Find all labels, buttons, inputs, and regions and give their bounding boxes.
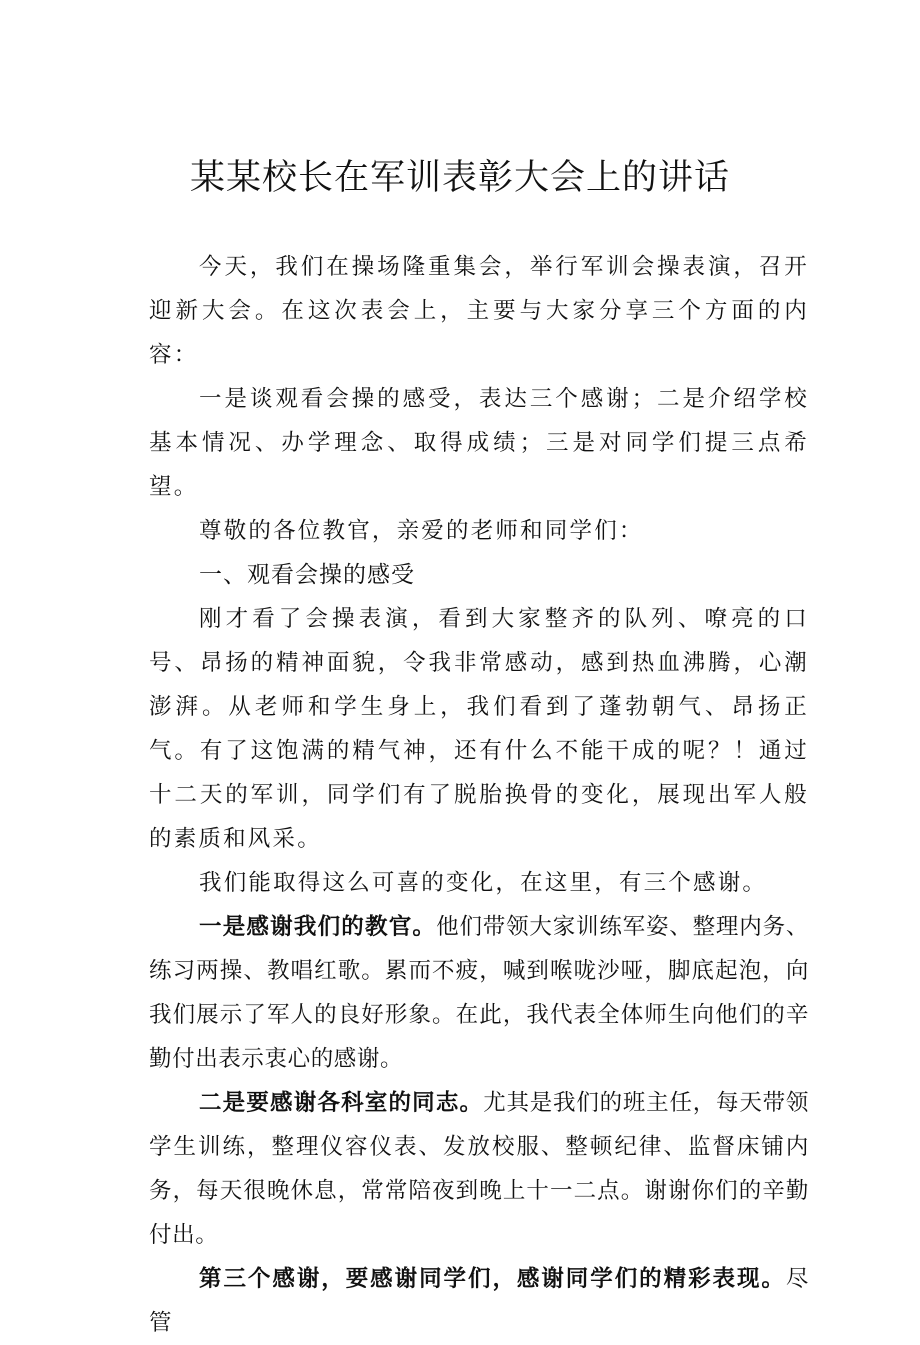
document-body <box>149 245 809 1345</box>
thanks-staff-body: 尤其是我们的班主任，每天带领学生训练，整理仪容仪表、发放校服、整顿纪律、监督床铺内务，每天很晚休息，常常陪夜到晚上十一二点。谢谢你们的辛勤付出。 <box>149 1090 809 1248</box>
paragraph-salutation: 尊敬的各位教官，亲爱的老师和同学们： <box>199 518 644 544</box>
paragraph-intro: 今天，我们在操场隆重集会，举行军训会操表演，召开迎新大会。在这次表会上，主要与大家分享三个方面的内容： <box>149 254 809 368</box>
paragraph-impression: 刚才看了会操表演，看到大家整齐的队列、嘹亮的口号、昂扬的精神面貌，令我非常感动，感到热血沸腾，心潮澎湃。从老师和学生身上，我们看到了蓬勃朝气、昂扬正气。有了这饱满的精气神，还有什么不能干成的呢？！通过十二天的军训，同学们有了脱胎换骨的变化，展现出军人般的素质和风采。 <box>149 606 809 852</box>
thanks-staff-lead: 二是要感谢各科室的同志。 <box>199 1090 484 1116</box>
paragraph-outline: 一是谈观看会操的感受，表达三个感谢；二是介绍学校基本情况、办学理念、取得成绩；三是对同学们提三点希望。 <box>149 386 809 500</box>
thanks-instructors-body: 他们带领大家训练军姿、整理内务、练习两操、教唱红歌。累而不疲，喊到喉咙沙哑，脚底起泡，向我们展示了军人的良好形象。在此，我代表全体师生向他们的辛勤付出表示衷心的感谢。 <box>149 914 809 1072</box>
thanks-instructors-lead: 一是感谢我们的教官。 <box>199 914 437 940</box>
document-title: 某某校长在军训表彰大会上的讲话 <box>189 158 730 198</box>
paragraph-thanks-students <box>149 1257 809 1345</box>
section-heading: 一、观看会操的感受 <box>199 562 415 588</box>
paragraph-thanks-staff <box>149 1081 809 1257</box>
paragraph-thanks-instructors <box>149 905 809 1081</box>
paragraph-three-thanks: 我们能取得这么可喜的变化，在这里，有三个感谢。 <box>199 870 768 896</box>
thanks-students-body: 尽管 <box>149 1266 809 1336</box>
thanks-students-lead: 第三个感谢，要感谢同学们，感谢同学们的精彩表现。 <box>199 1266 786 1292</box>
